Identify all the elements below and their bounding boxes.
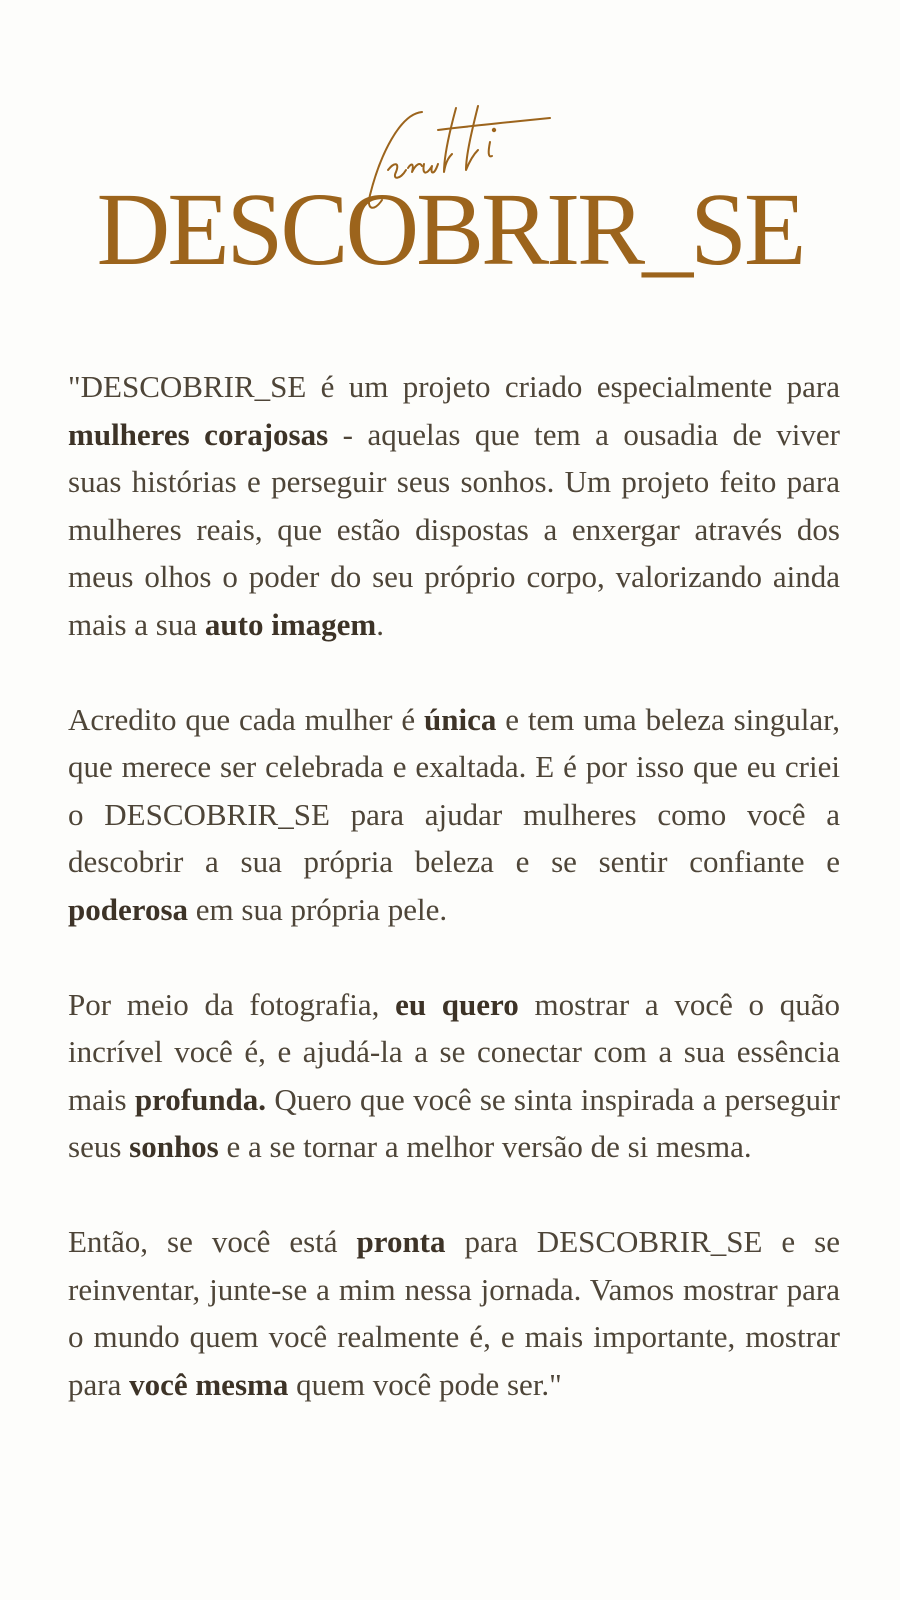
paragraph [68, 981, 840, 1171]
emphasis-text: auto imagem [204, 606, 377, 642]
body-text-segment: e a se tornar a melhor versão de si mesma. [218, 1129, 752, 1164]
body-text-segment: e tem uma beleza singular, que merece ser celebrada e exaltada. E é por isso que eu criei o DESCOBRIR_SE para ajudar mulheres como você a descobrir a sua própria beleza e se sentir confiante e [68, 701, 840, 879]
paragraph [68, 1218, 840, 1408]
body-text-segment: . [376, 606, 384, 642]
body-text-segment: Acredito que cada mulher é [68, 701, 425, 737]
header [0, 100, 900, 300]
emphasis-text: única [424, 701, 497, 737]
body-text-segment: Por meio da fotografia, [68, 986, 396, 1022]
paragraph [68, 363, 840, 648]
body-text-segment: quem você pode ser." [288, 1366, 562, 1402]
body-text-segment: Quero que você se sinta inspirada a perseguir seus [68, 1081, 840, 1164]
body-text-segment: Então, se você está [68, 1224, 357, 1259]
emphasis-text: sonhos [129, 1129, 219, 1164]
page-title: DESCOBRIR_SE [96, 172, 804, 287]
emphasis-text: eu quero [395, 986, 519, 1022]
body-text-segment: - aquelas que tem a ousadia de viver suas histórias e perseguir seus sonhos. Um projeto feito para mulheres reais, que estão dispostas a enxergar através dos meus olhos o poder do seu próprio corpo, valorizando ainda mais a sua [68, 416, 841, 642]
emphasis-text: você mesma [129, 1366, 289, 1402]
emphasis-text: mulheres corajosas [68, 416, 329, 452]
body-text-segment: para DESCOBRIR_SE e se reinventar, junte-se a mim nessa jornada. Vamos mostrar para o mundo quem você realmente é, e mais importante, mostrar para [68, 1224, 840, 1402]
emphasis-text: pronta [356, 1224, 446, 1259]
emphasis-text: profunda. [134, 1081, 267, 1117]
paragraph [68, 696, 840, 934]
body-text-segment: "DESCOBRIR_SE é um projeto criado especialmente para [68, 369, 840, 404]
body-text-segment: em sua própria pele. [188, 891, 448, 927]
manifesto-text [68, 363, 840, 1456]
body-text-segment: mostrar a você o quão incrível você é, e ajudá-la a se conectar com a sua essência mais [68, 986, 840, 1117]
emphasis-text: poderosa [68, 891, 189, 927]
